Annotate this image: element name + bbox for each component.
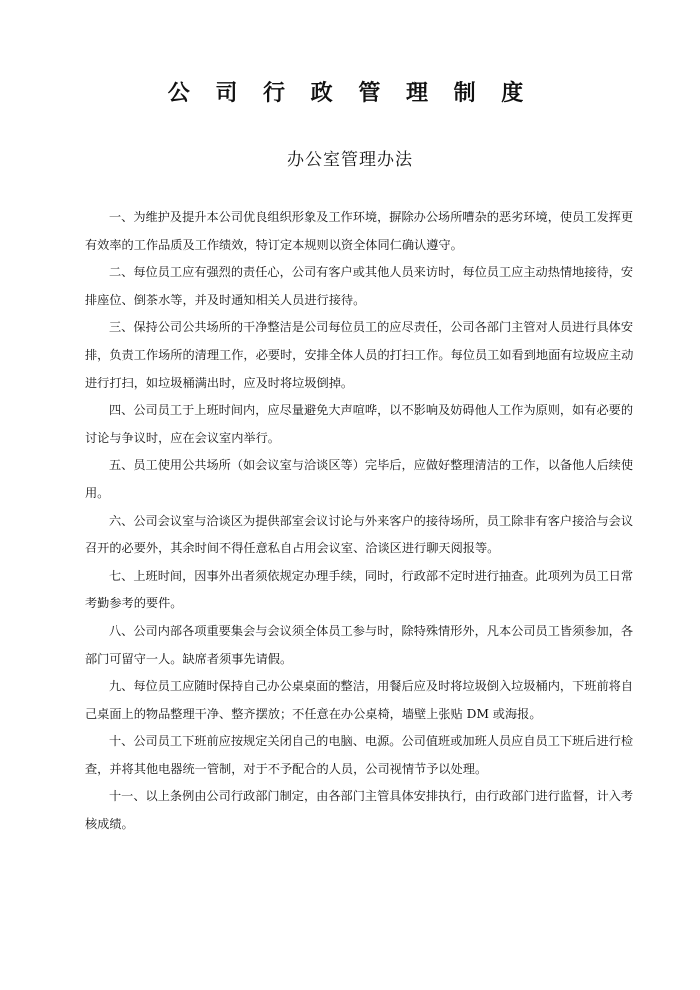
paragraph-line: 讨论与争议时，应在会议室内举行。 bbox=[85, 430, 280, 445]
paragraph-line: 有效率的工作品质及工作绩效，特订定本规则以资全体同仁确认遵守。 bbox=[85, 237, 463, 252]
paragraph-line: 二、每位员工应有强烈的责任心，公司有客户或其他人员来访时，每位员工应主动热情地接待，安 bbox=[109, 265, 634, 280]
document-body bbox=[85, 204, 634, 839]
paragraph-line: 己桌面上的物品整理干净、整齐摆放；不任意在办公桌椅，墙壁上张贴 DM 或海报。 bbox=[85, 706, 542, 721]
paragraph bbox=[85, 728, 634, 783]
paragraph bbox=[85, 259, 634, 314]
paragraph bbox=[85, 563, 634, 618]
paragraph-line: 查，并将其他电器统一管制，对于不予配合的人员，公司视情节予以处理。 bbox=[85, 761, 488, 776]
paragraph-line: 九、每位员工应随时保持自己办公桌桌面的整洁，用餐后应及时将垃圾倒入垃圾桶内，下班前将自 bbox=[109, 679, 634, 694]
paragraph-line: 核成绩。 bbox=[85, 817, 134, 832]
paragraph-line: 进行打扫，如垃圾桶满出时，应及时将垃圾倒掉。 bbox=[85, 375, 354, 390]
paragraph-line: 考勤参考的要件。 bbox=[85, 596, 183, 611]
paragraph-line: 五、员工使用公共场所（如会议室与洽谈区等）完毕后，应做好整理清洁的工作，以备他人后续使 bbox=[109, 458, 634, 473]
paragraph bbox=[85, 508, 634, 563]
paragraph bbox=[85, 673, 634, 728]
document-title: 公 司 行 政 管 理 制 度 bbox=[167, 81, 533, 106]
paragraph-line: 一、为维护及提升本公司优良组织形象及工作环境，摒除办公场所嘈杂的恶劣环境，使员工发挥更 bbox=[109, 210, 634, 224]
paragraph-line: 十、公司员工下班前应按规定关闭自己的电脑、电源。公司值班或加班人员应自员工下班后进行检 bbox=[109, 734, 634, 749]
paragraph bbox=[85, 314, 634, 397]
paragraph bbox=[85, 452, 634, 507]
paragraph-line: 排，负责工作场所的清理工作，必要时，安排全体人员的打扫工作。每位员工如看到地面有垃圾应主动 bbox=[85, 347, 634, 362]
paragraph-line: 十一、以上条例由公司行政部门制定，由各部门主管具体安排执行，由行政部门进行监督，计入考 bbox=[109, 789, 634, 804]
paragraph bbox=[85, 397, 634, 452]
paragraph bbox=[85, 618, 634, 673]
document-subtitle: 办公室管理办法 bbox=[287, 150, 413, 170]
paragraph-line: 排座位、倒茶水等，并及时通知相关人员进行接待。 bbox=[85, 292, 366, 307]
paragraph-line: 六、公司会议室与洽谈区为提供部室会议讨论与外来客户的接待场所，员工除非有客户接洽与会议 bbox=[109, 513, 634, 528]
paragraph-line: 用。 bbox=[85, 485, 110, 500]
paragraph-line: 八、公司内部各项重要集会与会议须全体员工参与时，除特殊情形外，凡本公司员工皆须参加，各 bbox=[109, 623, 634, 638]
paragraph-line: 三、保持公司公共场所的干净整洁是公司每位员工的应尽责任，公司各部门主管对人员进行具体安 bbox=[109, 320, 634, 335]
paragraph bbox=[85, 783, 634, 838]
paragraph-line: 部门可留守一人。缺席者须事先请假。 bbox=[85, 651, 293, 666]
paragraph-line: 召开的必要外，其余时间不得任意私自占用会议室、洽谈区进行聊天阅报等。 bbox=[85, 541, 500, 556]
paragraph-line: 七、上班时间，因事外出者须依规定办理手续，同时，行政部不定时进行抽查。此项列为员工日常 bbox=[109, 568, 634, 583]
paragraph bbox=[85, 204, 634, 259]
paragraph-line: 四、公司员工于上班时间内，应尽量避免大声喧哗，以不影响及妨碍他人工作为原则，如有必要的 bbox=[109, 403, 634, 418]
